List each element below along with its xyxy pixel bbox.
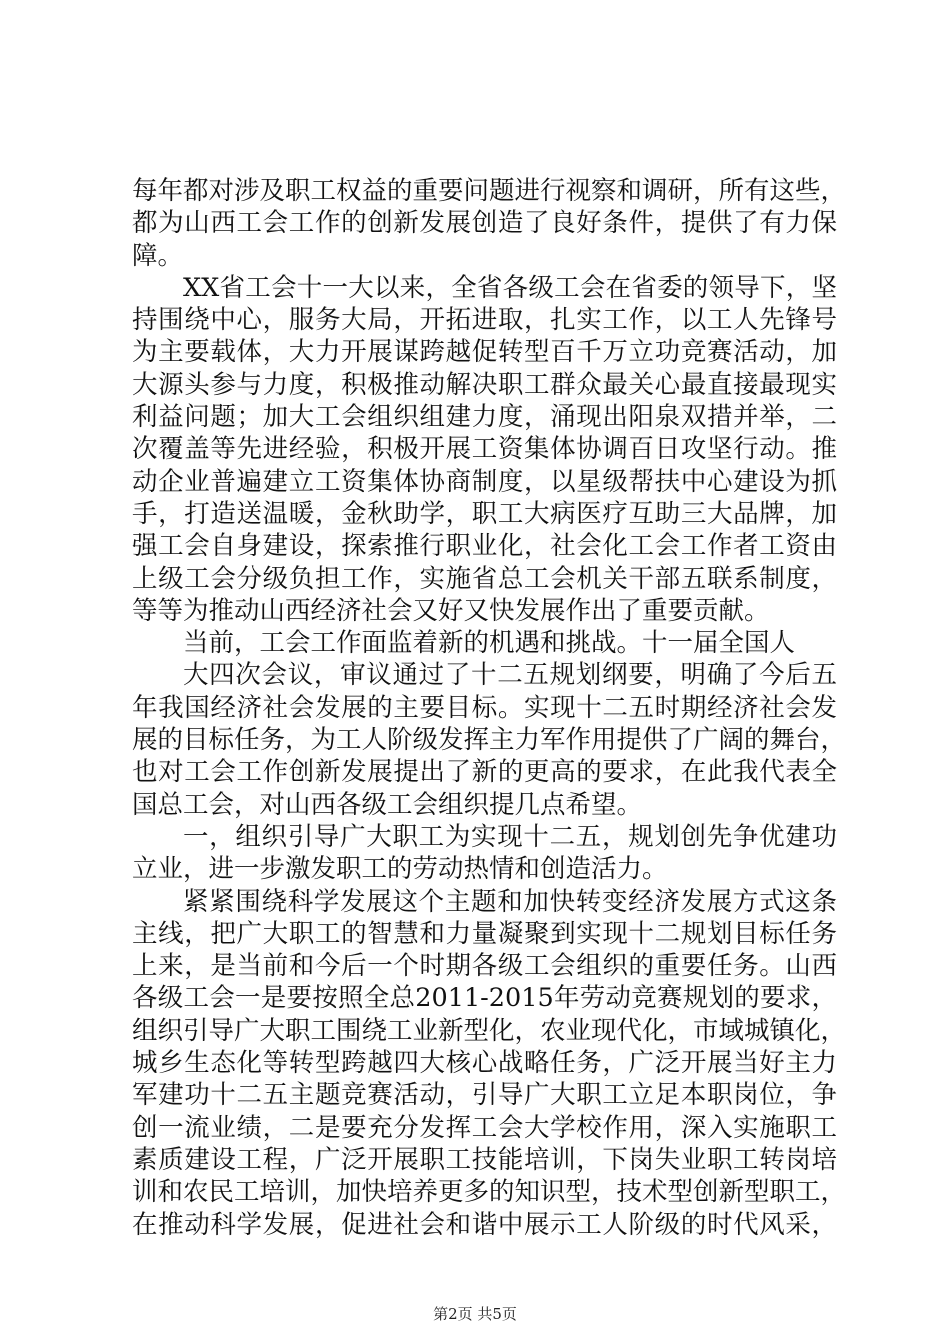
text-line: 也对工会工作创新发展提出了新的更高的要求，在此我代表全 xyxy=(132,757,837,788)
text-line: 强工会自身建设，探索推行职业化，社会化工会工作者工资由 xyxy=(132,531,837,562)
text-line: 障。 xyxy=(132,240,184,271)
text-line: 立业，进一步激发职工的劳动热情和创造活力。 xyxy=(132,854,668,885)
text-line: 大四次会议，审议通过了十二五规划纲要，明确了今后五 xyxy=(183,660,837,691)
text-line: 上级工会分级负担工作，实施省总工会机关干部五联系制度， xyxy=(132,563,837,594)
text-line: 创一流业绩，二是要充分发挥工会大学校作用，深入实施职工 xyxy=(132,1112,837,1143)
text-line: 紧紧围绕科学发展这个主题和加快转变经济发展方式这条 xyxy=(183,886,837,917)
text-line: 为主要载体，大力开展谋跨越促转型百千万立功竞赛活动，加 xyxy=(132,337,837,368)
text-line: 年我国经济社会发展的主要目标。实现十二五时期经济社会发 xyxy=(132,692,837,723)
text-line: 利益问题；加大工会组织组建力度，涌现出阳泉双措并举，二 xyxy=(132,402,837,433)
text-line: 每年都对涉及职工权益的重要问题进行视察和调研，所有这些， xyxy=(132,176,847,206)
text-line: 大源头参与力度，积极推动解决职工群众最关心最直接最现实 xyxy=(132,369,837,400)
text-line: XX省工会十一大以来，全省各级工会在省委的领导下，坚 xyxy=(183,272,837,303)
text-line: 组织引导广大职工围绕工业新型化，农业现代化，市域城镇化， xyxy=(132,1015,847,1046)
text-line: 都为山西工会工作的创新发展创造了良好条件，提供了有力保 xyxy=(132,208,837,239)
text-line: 上来，是当前和今后一个时期各级工会组织的重要任务。山西 xyxy=(132,951,837,982)
text-line: 城乡生态化等转型跨越四大核心战略任务，广泛开展当好主力 xyxy=(132,1048,837,1079)
text-line: 动企业普遍建立工资集体协商制度，以星级帮扶中心建设为抓 xyxy=(132,466,837,497)
text-line: 一，组织引导广大职工为实现十二五，规划创先争优建功 xyxy=(183,821,837,852)
text-line: 主线，把广大职工的智慧和力量凝聚到实现十二规划目标任务 xyxy=(132,918,837,949)
document-body xyxy=(132,175,847,1241)
text-line: 训和农民工培训，加快培养更多的知识型，技术型创新型职工， xyxy=(132,1177,847,1208)
text-line: 各级工会一是要按照全总2011-2015年劳动竞赛规划的要求， xyxy=(132,983,837,1014)
text-line: 军建功十二五主题竞赛活动，引导广大职工立足本职岗位，争 xyxy=(132,1080,837,1111)
text-line: 国总工会，对山西各级工会组织提几点希望。 xyxy=(132,789,643,820)
text-line: 手，打造送温暖，金秋助学，职工大病医疗互助三大品牌，加 xyxy=(132,498,837,529)
text-line: 次覆盖等先进经验，积极开展工资集体协调百日攻坚行动。推 xyxy=(132,434,837,465)
page-footer: 第2页 共5页 xyxy=(433,1305,517,1323)
text-line: 展的目标任务，为工人阶级发挥主力军作用提供了广阔的舞台， xyxy=(132,725,847,756)
text-line: 等等为推动山西经济社会又好又快发展作出了重要贡献。 xyxy=(132,595,770,626)
text-line: 当前，工会工作面监着新的机遇和挑战。十一届全国人 xyxy=(183,628,796,659)
text-line: 在推动科学发展，促进社会和谐中展示工人阶级的时代风采， xyxy=(132,1209,837,1240)
text-line: 素质建设工程，广泛开展职工技能培训，下岗失业职工转岗培 xyxy=(132,1144,837,1175)
text-line: 持围绕中心，服务大局，开拓进取，扎实工作，以工人先锋号 xyxy=(132,305,837,336)
